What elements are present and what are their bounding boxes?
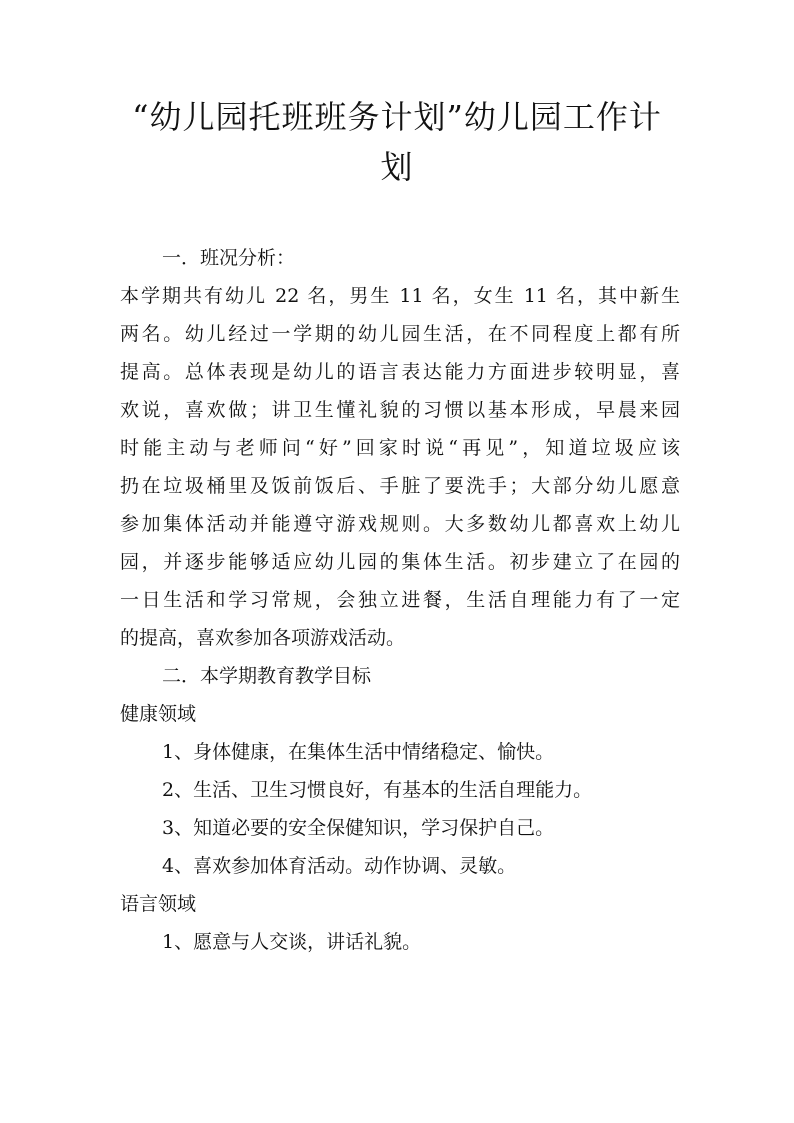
domain-label-language: 语言领域	[120, 893, 197, 915]
document-title	[100, 92, 694, 192]
paragraph-line: 一日生活和学习常规，会独立进餐，生活自理能力有了一定	[120, 589, 680, 611]
document-body	[120, 239, 680, 961]
list-item: 1、愿意与人交谈，讲话礼貌。	[162, 931, 422, 953]
paragraph-line: 参加集体活动并能遵守游戏规则。大多数幼儿都喜欢上幼儿	[120, 513, 680, 535]
paragraph-line: 时能主动与老师问“好”回家时说“再见”，知道垃圾应该	[120, 437, 680, 459]
section-heading-teaching-goals: 二．本学期教育教学目标	[162, 665, 372, 687]
domain-label-health: 健康领域	[120, 703, 197, 725]
class-analysis-paragraph	[120, 277, 680, 657]
section-heading-class-analysis: 一．班况分析：	[162, 247, 296, 269]
paragraph-line: 欢说，喜欢做；讲卫生懂礼貌的习惯以基本形成，早晨来园	[120, 399, 680, 421]
paragraph-line: 本学期共有幼儿 22 名，男生 11 名，女生 11 名，其中新生	[120, 285, 680, 307]
paragraph-line: 提高。总体表现是幼儿的语言表达能力方面进步较明显，喜	[120, 361, 680, 383]
list-item: 1、身体健康，在集体生活中情绪稳定、愉快。	[162, 741, 555, 763]
title-line-2: 划	[380, 148, 414, 186]
paragraph-line: 扔在垃圾桶里及饭前饭后、手脏了要洗手；大部分幼儿愿意	[120, 475, 680, 497]
paragraph-line: 园，并逐步能够适应幼儿园的集体生活。初步建立了在园的	[120, 551, 680, 573]
paragraph-line: 两名。幼儿经过一学期的幼儿园生活，在不同程度上都有所	[120, 323, 680, 345]
title-line-1: “幼儿园托班班务计划”幼儿园工作计	[132, 98, 662, 136]
list-item: 2、生活、卫生习惯良好，有基本的生活自理能力。	[162, 779, 593, 801]
paragraph-line: 的提高，喜欢参加各项游戏活动。	[120, 627, 406, 649]
list-item: 4、喜欢参加体育活动。动作协调、灵敏。	[162, 855, 517, 877]
list-item: 3、知道必要的安全保健知识，学习保护自己。	[162, 817, 555, 839]
